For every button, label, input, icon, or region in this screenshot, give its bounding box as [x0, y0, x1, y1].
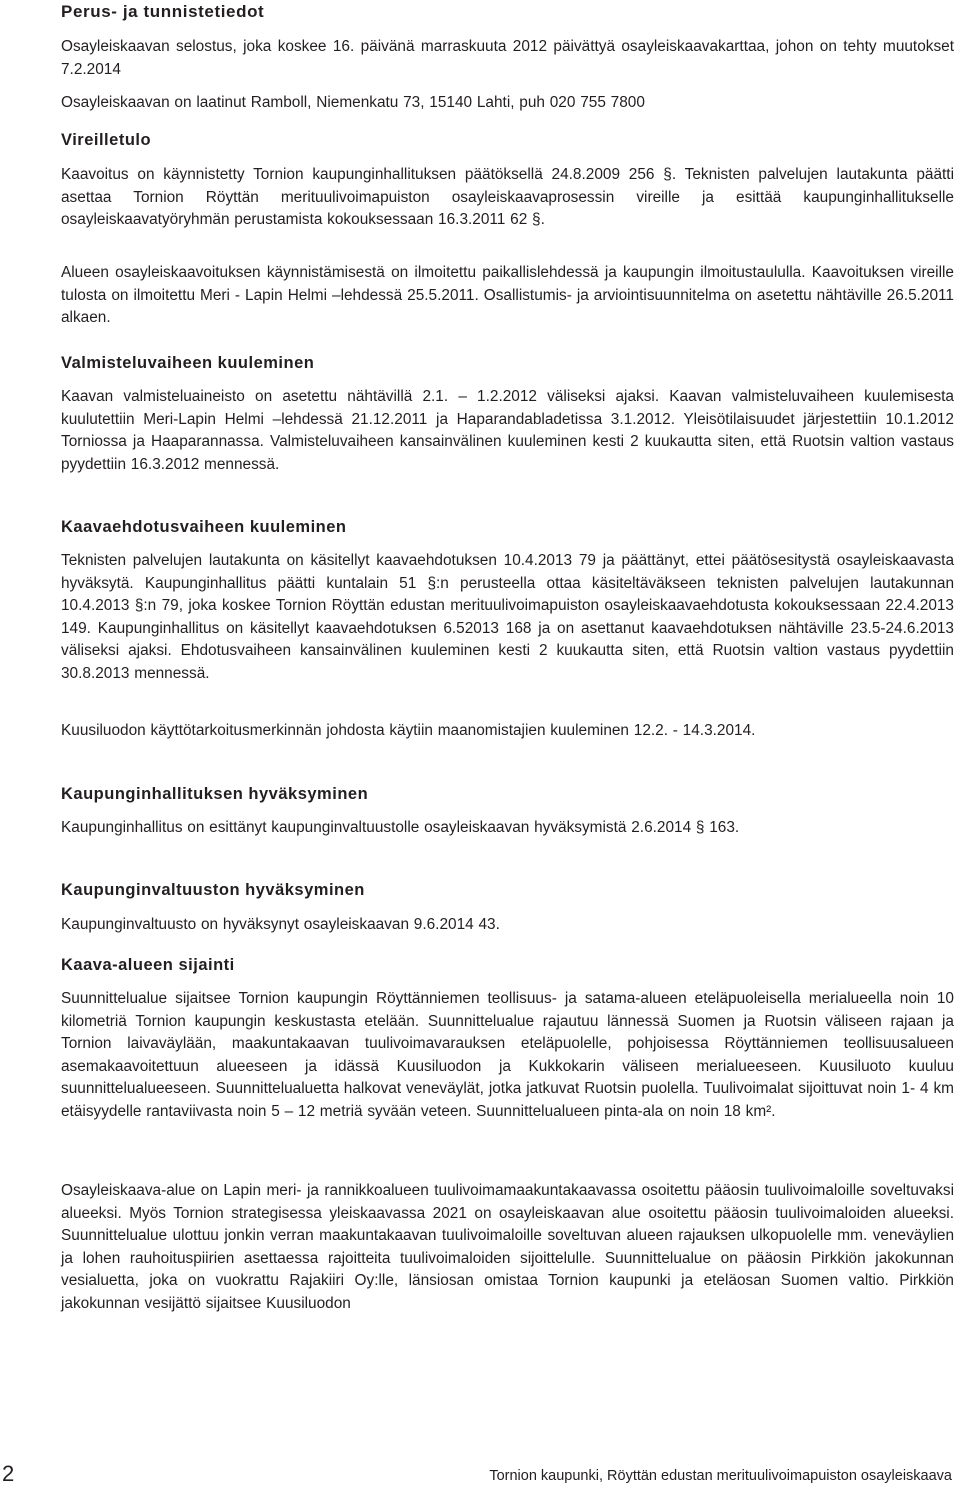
footer-text: Tornion kaupunki, Röyttän edustan merituulivoimapuiston osayleiskaava: [489, 1468, 952, 1484]
paragraph: Alueen osayleiskaavoituksen käynnistämisestä on ilmoitettu paikallislehdessä ja kaupungin ilmoitustaululla. Kaavoituksen vireille tulosta on ilmoitettu Meri - Lapin Helmi –lehdessä 25.5.2011. Osallistumis- ja arviointisuunnitelma on asetettu nähtäville 26.5.2011 alkaen.: [61, 264, 954, 327]
section-kaupunginvaltuusto-body: [61, 914, 954, 937]
intro-paragraph-1: Osayleiskaavan selostus, joka koskee 16. päivänä marraskuuta 2012 päivättyä osayleiskaavakarttaa, johon on tehty muutokset 7.2.2014: [61, 38, 954, 78]
intro-block-2: [61, 92, 954, 115]
section-heading: Vireilletulo: [61, 131, 152, 149]
section-heading: Valmisteluvaiheen kuuleminen: [61, 354, 315, 372]
paragraph: Teknisten palvelujen lautakunta on käsitellyt kaavaehdotuksen 10.4.2013 79 ja päättänyt, ettei päätösesitystä osayleiskaavasta hyväksytä. Kaupunginhallitus päätti kuntalain 51 §:n perusteella ottaa käsiteltäväkseen teknisten palvelujen lautakunnan 10.4.2013 §:n 79, joka koskee Tornion Röyttän edustan merituulivoimapuiston osayleiskaavaehdotusta kokouksessaan 22.4.2013 149. Kaupunginhallitus on käsitellyt kaavaehdotuksen 6.52013 168 ja on asettanut kaavaehdotuksen nähtäville 23.5-24.6.2013 väliseksi ajaksi. Ehdotusvaiheen kansainvälinen kuuleminen kesti 2 kuukautta siten, että Ruotsin valtion vastaus pyydettiin 30.8.2013 mennessä.: [61, 552, 954, 682]
section-valmisteluvaihe-body: [61, 386, 954, 476]
paragraph: Kaupunginhallitus on esittänyt kaupunginvaltuustolle osayleiskaavan hyväksymistä 2.6.2014 § 163.: [61, 819, 740, 836]
section-vireilletulo: [61, 129, 954, 151]
section-kaupunginhallitus: [61, 783, 954, 805]
section-vireilletulo-body: [61, 164, 954, 232]
intro-paragraph-2: Osayleiskaavan on laatinut Ramboll, Niemenkatu 73, 15140 Lahti, puh 020 755 7800: [61, 94, 645, 111]
paragraph: Suunnittelualue sijaitsee Tornion kaupungin Röyttänniemen teollisuus- ja satama-alueen eteläpuoleisella merialueella noin 10 kilometriä Tornion kaupungin keskustasta etelään. Suunnittelualue rajautuu lännessä Suomen ja Ruotsin väliseen rajaan ja Tornion laivaväylään, maakuntakaavan tuulivoimavarauksen eteläpuolelle, pohjoisessa Röyttänniemen teollisuusalueen asemakaavoitettuun alueeseen ja idässä Kuusiluodon ja Kukkokarin väliseen merialueeseen. Kuusiluoto kuuluu suunnittelualueeseen. Suunnittelualuetta halkovat veneväylät, jotka jatkuvat Ruotsin puolella. Tuulivoimalat sijoittuvat noin 1- 4 km etäisyydelle rantaviivasta noin 5 – 12 metriä syvään veteen. Suunnittelualueen pinta-ala on noin 18 km².: [61, 990, 954, 1120]
section-kaupunginhallitus-body: [61, 817, 954, 840]
paragraph: Kaavoitus on käynnistetty Tornion kaupunginhallituksen päätöksellä 24.8.2009 256 §. Teknisten palvelujen lautakunta päätti asettaa Tornion Röyttän merituulivoimapuiston osayleiskaavaprosessin vireille ja esittää kaupunginhallitukselle osayleiskaavatyöryhmän perustamista kokouksessaan 16.3.2011 62 §.: [61, 166, 954, 229]
section-sijainti: [61, 954, 954, 976]
paragraph: Kaupunginvaltuusto on hyväksynyt osayleiskaavan 9.6.2014 43.: [61, 916, 500, 933]
paragraph: Kaavan valmisteluaineisto on asetettu nähtävillä 2.1. – 1.2.2012 väliseksi ajaksi. Kaavan valmisteluvaiheen kuulemisesta kuulutettiin Meri-Lapin Helmi –lehdessä 21.12.2011 ja Haparandabladetissa 3.1.2012. Yleisötilaisuudet järjestettiin 10.1.2012 Torniossa ja Haaparannassa. Valmisteluvaiheen kansainvälinen kuuleminen kesti 2 kuukautta siten, että Ruotsin valtion vastaus pyydettiin 16.3.2012 mennessä.: [61, 388, 954, 473]
paragraph: Kuusiluodon käyttötarkoitusmerkinnän johdosta käytiin maanomistajien kuuleminen 12.2. - 14.3.2014.: [61, 722, 756, 739]
section-kaavaehdotusvaihe-body: [61, 550, 954, 686]
section-kaupunginvaltuusto: [61, 879, 954, 901]
section-valmisteluvaihe: [61, 352, 954, 374]
section-heading: Kaava-alueen sijainti: [61, 956, 235, 974]
section-heading: Kaavaehdotusvaiheen kuuleminen: [61, 518, 347, 536]
section-sijainti-body-2: [61, 1180, 954, 1316]
section-sijainti-body: [61, 988, 954, 1124]
section-kaavaehdotusvaihe: [61, 516, 954, 538]
section-kaavaehdotusvaihe-body-2: [61, 720, 954, 743]
section-heading: Kaupunginhallituksen hyväksyminen: [61, 785, 369, 803]
intro-block: [61, 36, 954, 81]
paragraph: Osayleiskaava-alue on Lapin meri- ja rannikkoalueen tuulivoimamaakuntakaavassa osoitettu pääosin tuulivoimaloille soveltuvaksi alueeksi. Myös Tornion strategisessa yleiskaavassa 2021 on osayleiskaavan alue osoitettu pääosin tuulivoimaloiden alueeksi. Suunnittelualue ulottuu jonkin verran maakuntakaavan tuulivoimaloille soveltuvan alueen rajauksen ulkopuolelle mm. veneväylien ja lohen rauhoituspiirien asettaessa rajoitteita tuulivoimaloiden sijoittelulle. Suunnittelualue on pääosin Pirkkiön jakokunnan vesialuetta, joka on vuokrattu Rajakiiri Oy:lle, länsiosan omistaa Tornion kaupunki ja eteläosan Suomen valtio. Pirkkiön jakokunnan vesijättö sijaitsee Kuusiluodon: [61, 1182, 954, 1312]
page-title: Perus- ja tunnistetiedot: [61, 2, 265, 21]
section-vireilletulo-body-2: [61, 262, 954, 330]
section-heading: Kaupunginvaltuuston hyväksyminen: [61, 881, 365, 899]
page-number: 2: [2, 1461, 15, 1486]
